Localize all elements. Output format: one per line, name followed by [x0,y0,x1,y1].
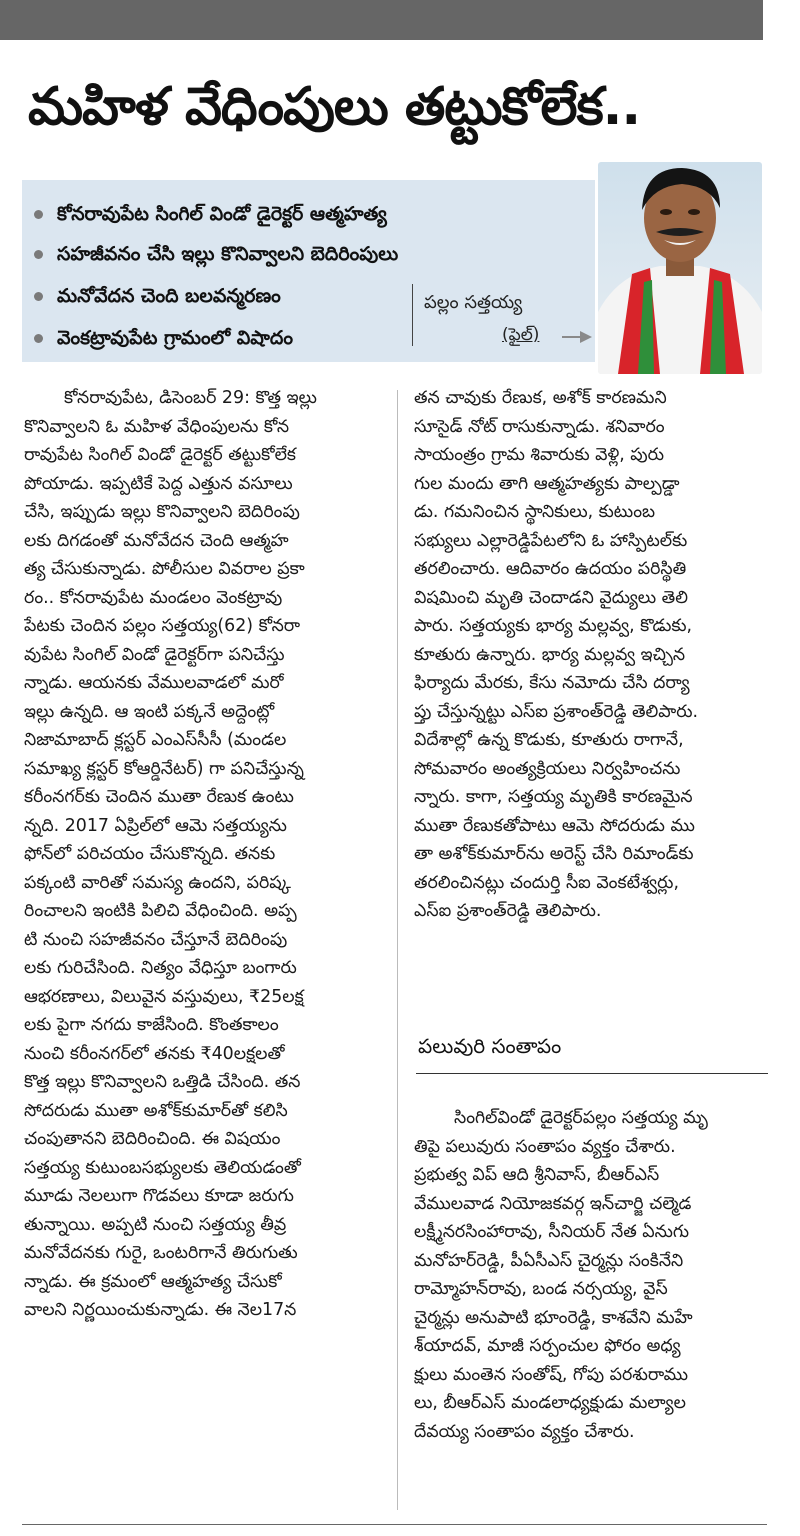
article-line: లకు గురిచేసింది. నిత్యం వేధిస్తూ బంగారు [24,958,297,978]
article-line: టి నుంచి సహజీవనం చేస్తూనే బెదిరింపు [24,929,288,950]
article-line: గుల మందు తాగి ఆత్మహత్యకు పాల్పడ్డా [414,473,680,494]
article-line: తున్నాయి. అప్పటి నుంచి సత్తయ్య తీవ్ర [24,1214,287,1235]
article-line: ఫోన్‌లో పరిచయం చేసుకొన్నది. తనకు [24,844,276,864]
article-line: చేసి, ఇప్పుడు ఇల్లు కొనివ్వాలని బెదిరింపు [24,502,300,522]
section-subheading: పలువురి సంతాపం [418,1034,562,1058]
article-line: కరీంనగర్‌కు చెందిన ముతా రేణుక ఉంటు [24,787,294,807]
highlight-item [34,242,398,266]
article-line: కూతురు ఉన్నారు. భార్య మల్లవ్వ ఇచ్చిన [414,644,686,665]
article-line: దేవయ్య సంతాపం వ్యక్తం చేశారు. [414,1421,635,1442]
subheading-underline [416,1073,768,1074]
article-line: ముతా రేణుకతోపాటు ఆమె సోదరుడు ము [414,815,695,836]
article-line: ప్తు చేస్తున్నట్టు ఎస్ఐ ప్రశాంత్‌రెడ్డి తెలిపారు. [414,701,699,722]
article-column-right [414,384,769,926]
photo-caption-file: (ఫైల్) [502,325,540,345]
article-line: వాలని నిర్ణయించుకున్నాడు. ఈ నెల17న [24,1300,297,1320]
article-line: వేములవాడ నియోజకవర్గ ఇన్‌చార్జి చల్మెడ [414,1193,692,1214]
article-line: కొనివ్వాలని ఓ మహిళ వేధింపులను కోన [24,416,290,437]
article-line: ఇల్లు ఉన్నది. ఆ ఇంటి పక్కనే అద్దెంట్లో [24,701,275,722]
article-line: త్య చేసుకున్నాడు. పోలీసుల వివరాల ప్రకా [24,559,305,579]
article-line: పారు. సత్తయ్యకు భార్య మల్లవ్వ, కొడుకు, [414,616,692,636]
article-line: పక్కంటి వారితో సమస్య ఉందని, పరిష్క [24,872,291,893]
highlight-text: వెంకట్రావుపేట గ్రామంలో విషాదం [57,327,293,349]
article-line: ఫిర్యాదు మేరకు, కేసు నమోదు చేసి దర్యా [414,673,690,693]
bullet-dot-icon [34,334,43,343]
article-line: చైర్మన్లు అనుపాటి భూంరెడ్డి, కాశవేని మహే [414,1307,693,1328]
column-divider [397,390,398,1510]
article-line: చంపుతానని బెదిరించింది. ఈ విషయం [24,1129,281,1149]
bullet-dot-icon [34,210,43,219]
article-line: ఎస్ఐ ప్రశాంత్‌రెడ్డి తెలిపారు. [414,901,602,921]
portrait-photo [598,162,762,374]
article-line: మనోహర్‌రెడ్డి, పీఏసీఎస్ చైర్మన్లు సంకినేని [414,1250,684,1271]
article-line: డు. గమనించిన స్థానికులు, కుటుంబ [414,502,656,522]
article-line: మనోవేదనకు గురై, ఒంటరిగానే తిరుగుతు [24,1243,298,1263]
article-line: నుంచి కరీంనగర్‌లో తనకు ₹40లక్షలతో [24,1043,285,1064]
article-line: మూడు నెలలుగా గొడవలు కూడా జరుగు [24,1186,294,1206]
highlight-item [34,326,293,350]
article-line: తిపై పలువురు సంతాపం వ్యక్తం చేశారు. [414,1136,676,1157]
article-line: న్నాడు. ఈ క్రమంలో ఆత్మహత్య చేసుకో [24,1271,282,1292]
article-line: తరలించినట్లు చందుర్తి సీఐ వెంకటేశ్వర్లు, [414,872,679,893]
article-line: శ్‌యాదవ్, మాజీ సర్పంచుల ఫోరం అధ్య [414,1336,681,1356]
bottom-rule [22,1524,767,1525]
article-line: తన చావుకు రేణుక, అశోక్ కారణమని [414,388,667,408]
article-line: రావుపేట సింగిల్ విండో డైరెక్టర్ తట్టుకోలేక [24,445,296,465]
article-line: సోదరుడు ముతా అశోక్‌కుమార్‌తో కలిసి [24,1100,288,1121]
caption-divider [412,284,413,346]
article-line: పోయాడు. ఇప్పటికే పెద్ద ఎత్తున వసూలు [24,473,293,494]
article-line: సత్తయ్య కుటుంబసభ్యులకు తెలియడంతో [24,1157,301,1178]
article-line: లకు పైగా నగదు కాజేసింది. కొంతకాలం [24,1015,279,1035]
article-line: సభ్యులు ఎల్లారెడ్డిపేటలోని ఓ హాస్పిటల్‌కు [414,530,688,551]
article-line: రం.. కోనరావుపేట మండలం వెంకట్రావు [24,587,283,608]
highlight-text: మనోవేదన చెంది బలవన్మరణం [57,285,281,307]
article-line: రామ్మోహన్‌రావు, బండ నర్సయ్య, వైస్ [414,1279,668,1299]
highlight-item [34,284,281,308]
article-line: సాయంత్రం గ్రామ శివారుకు వెళ్లి, పురు [414,445,664,465]
article-line: సింగిల్‌విండో డైరెక్టర్‌పల్లం సత్తయ్య మృ [454,1108,708,1128]
article-line: సోమవారం అంత్యక్రియలు నిర్వహించను [414,758,681,779]
article-line: లక్ష్మీనరసింహారావు, సీనియర్ నేత ఏనుగు [414,1222,690,1242]
article-line: క్షులు మంతెన సంతోష్, గోపు పరశురాము [414,1364,689,1385]
article-column-left [24,384,384,1325]
highlight-text: సహజీవనం చేసి ఇల్లు కొనివ్వాలని బెదిరింపులు [57,243,399,265]
article-line: కొత్త ఇల్లు కొనివ్వాలని ఒత్తిడి చేసింది. తన [24,1072,301,1092]
article-line: న్నారు. కాగా, సత్తయ్య మృతికి కారణమైన [414,787,693,807]
highlight-item [34,202,387,226]
article-line: సమాఖ్య క్లస్టర్ కోఆర్డినేటర్) గా పనిచేస్తున్న [24,758,304,779]
arrow-right-icon [562,330,592,344]
article-line: పేటకు చెందిన పల్లం సత్తయ్య(62) కోనరా [24,616,301,636]
photo-caption-name: పల్లం సత్తయ్య [424,292,523,313]
article-line: వుపేట సింగిల్ విండో డైరెక్టర్‌గా పనిచేస్తు [24,644,285,665]
article-line: ప్రభుత్వ విప్ ఆది శ్రీనివాస్, బీఆర్ఎస్ [414,1165,660,1185]
article-line: లకు దిగడంతో మనోవేదన చెంది ఆత్మహ [24,530,289,551]
article-line: విషమించి మృతి చెందాడని వైద్యులు తెలి [414,587,688,608]
article-column-right-condolences [414,1104,769,1446]
article-line: తరలించారు. ఆదివారం ఉదయం పరిస్థితి [414,559,687,579]
article-line: నిజామాబాద్ క్లస్టర్ ఎంఎస్‌సీసీ (మండల [24,730,287,750]
top-banner-bar [0,0,763,40]
article-line: సూసైడ్ నోట్ రాసుకున్నాడు. శనివారం [414,416,665,437]
bullet-dot-icon [34,250,43,259]
article-line: రించాలని ఇంటికి పిలిచి వేధించింది. అప్ప [24,901,297,921]
highlight-text: కోనరావుపేట సింగిల్ విండో డైరెక్టర్ ఆత్మహత్య [57,203,387,225]
article-line: న్నది. 2017 ఏప్రిల్‌లో ఆమె సత్తయ్యను [24,815,287,836]
article-line: న్నాడు. ఆయనకు వేములవాడలో మరో [24,673,284,693]
article-line: ఆభరణాలు, విలువైన వస్తువులు, ₹25లక్ష [24,986,304,1007]
headline: మహిళ వేధింపులు తట్టుకోలేక.. [28,77,641,137]
article-line: విదేశాల్లో ఉన్న కొడుకు, కూతురు రాగానే, [414,730,684,750]
article-line: లు, బీఆర్ఎస్ మండలాధ్యక్షుడు మల్యాల [414,1393,686,1413]
bullet-dot-icon [34,292,43,301]
article-line: తా అశోక్‌కుమార్‌ను అరెస్ట్ చేసి రిమాండ్‌కు [414,844,694,864]
article-line: కోనరావుపేట, డిసెంబర్ 29: కొత్త ఇల్లు [64,388,317,408]
